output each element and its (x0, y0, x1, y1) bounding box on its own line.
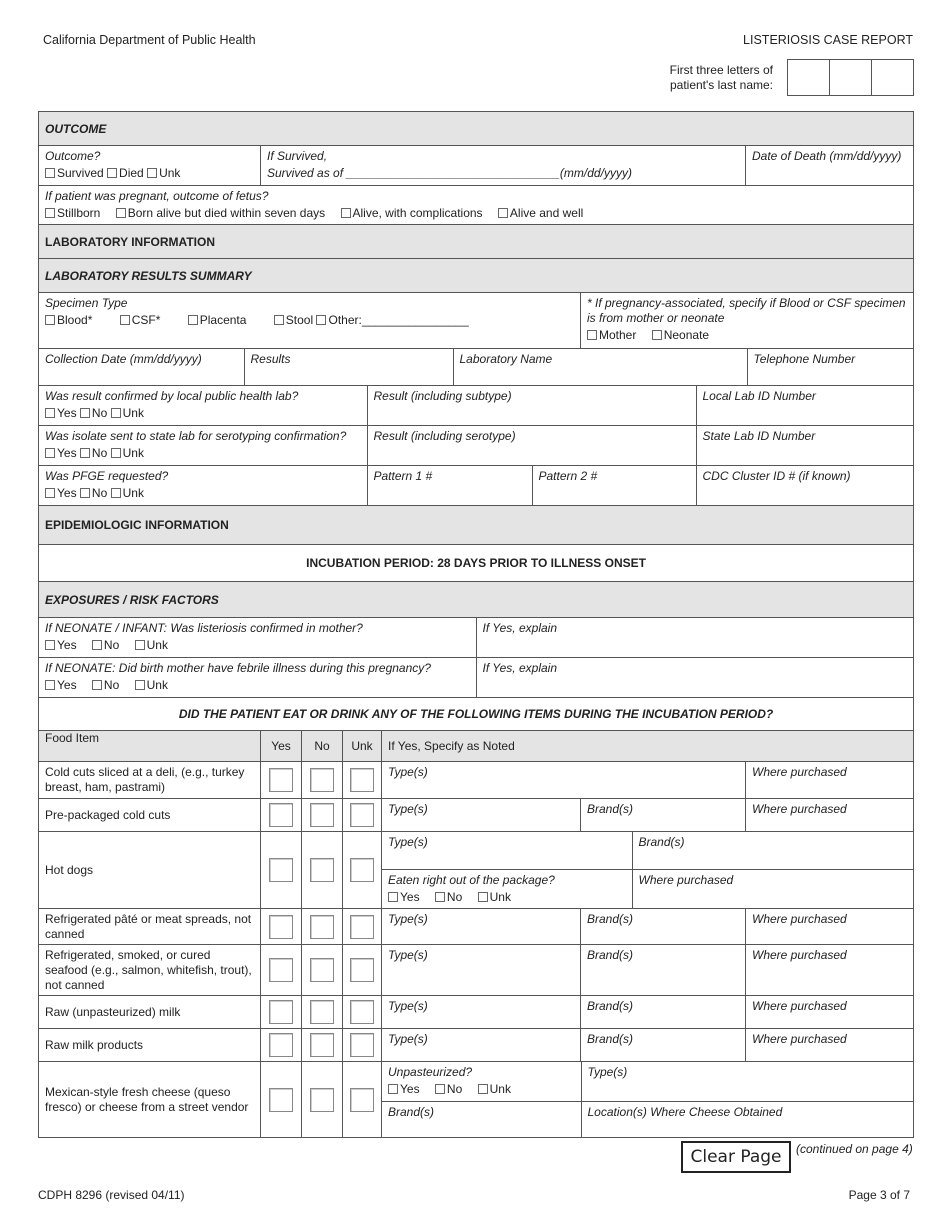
types-label: Type(s) (388, 1032, 428, 1046)
local-confirm-field (39, 386, 367, 425)
brands-field[interactable] (382, 1101, 581, 1137)
eaten-no-option: No (446, 889, 463, 904)
epi-section-title: EPIDEMIOLOGIC INFORMATION (39, 506, 914, 545)
alive-complications-option: Alive, with complications (352, 206, 483, 220)
col-yes: Yes (261, 731, 302, 762)
food-item-label: Pre-packaged cold cuts (39, 799, 261, 832)
incubation-period: INCUBATION PERIOD: 28 DAYS PRIOR TO ILLNESS ONSET (39, 545, 914, 582)
types-label: Type(s) (388, 912, 428, 926)
types-field[interactable] (382, 945, 581, 996)
neonate1-explain-field[interactable] (476, 618, 913, 657)
food-row (39, 996, 914, 1029)
fetus-outcome-field (39, 186, 914, 225)
collection-date-label: Collection Date (mm/dd/yyyy) (45, 352, 202, 366)
survived-as-of-label: Survived as of ________________________________(mm/dd/yyyy) (267, 166, 632, 180)
food-item-label: Refrigerated pâté or meat spreads, not canned (39, 909, 261, 945)
neonate-confirm-question: If NEONATE / INFANT: Was listeriosis confirmed in mother? (45, 621, 363, 635)
pfge-yes-checkbox[interactable] (45, 488, 55, 498)
survived-option: Survived (57, 166, 104, 180)
cheese-location-field[interactable] (581, 1101, 913, 1137)
page-number: Page 3 of 7 (848, 1188, 910, 1202)
unpast-no-checkbox[interactable] (435, 1084, 445, 1094)
placenta-option: Placenta (199, 313, 247, 327)
types-field[interactable] (382, 996, 581, 1029)
food-question: DID THE PATIENT EAT OR DRINK ANY OF THE FOLLOWING ITEMS DURING THE INCUBATION PERIOD? (39, 698, 914, 731)
outcome-label: Outcome? (45, 149, 101, 163)
unpast-unk-checkbox[interactable] (478, 1084, 488, 1094)
brands-label: Brand(s) (388, 1104, 435, 1119)
types-label: Type(s) (388, 802, 428, 816)
where-purchased-label: Where purchased (752, 999, 847, 1013)
outcome-section-title: OUTCOME (39, 112, 914, 146)
state-lab-id-label: State Lab ID Number (702, 429, 816, 443)
febrile-field (39, 658, 476, 697)
pattern2-field[interactable] (532, 466, 696, 505)
no-checkbox[interactable] (310, 803, 334, 827)
where-purchased-field[interactable] (746, 799, 914, 832)
csf-checkbox[interactable] (120, 315, 130, 325)
yes-checkbox[interactable] (269, 1000, 293, 1024)
alive-well-option: Alive and well (509, 206, 584, 220)
alive-well-checkbox[interactable] (498, 208, 508, 218)
pregnancy-specimen-field (581, 293, 914, 349)
unk-checkbox[interactable] (350, 915, 374, 939)
types-label: Type(s) (388, 948, 428, 962)
survived-as-of-field[interactable] (261, 146, 746, 186)
food-row (39, 945, 914, 996)
where-purchased-field[interactable] (746, 1029, 914, 1062)
brands-label: Brand(s) (587, 1032, 634, 1046)
results-label: Results (250, 352, 291, 366)
neonate-checkbox[interactable] (652, 330, 662, 340)
eaten-unk-option: Unk (489, 889, 511, 904)
food-item-label: Mexican-style fresh cheese (queso fresco) or cheese from a street vendor (39, 1062, 261, 1138)
types-label: Type(s) (587, 1065, 628, 1079)
telephone-label: Telephone Number (753, 352, 856, 366)
yes-checkbox[interactable] (269, 1088, 293, 1112)
neonate1-unk-checkbox[interactable] (135, 640, 145, 650)
stillborn-checkbox[interactable] (45, 208, 55, 218)
case-report-form (38, 111, 914, 1138)
col-unk: Unk (343, 731, 382, 762)
eaten-out-of-package-field (382, 869, 632, 908)
brands-label: Brand(s) (587, 912, 634, 926)
neonate1-yes-checkbox[interactable] (45, 640, 55, 650)
telephone-field[interactable] (747, 349, 913, 385)
pattern2-label: Pattern 2 # (538, 469, 598, 483)
other-specimen-option: Other:________________ (328, 313, 469, 327)
eaten-yes-option: Yes (400, 889, 420, 904)
neonate1-explain-label: If Yes, explain (482, 621, 557, 635)
local-unk-option: Unk (122, 406, 144, 420)
where-purchased-label: Where purchased (752, 948, 847, 962)
csf-option: CSF* (131, 313, 161, 327)
state-lab-id-field[interactable] (696, 426, 913, 465)
state-confirm-question: Was isolate sent to state lab for serotyping confirmation? (45, 429, 347, 443)
types-field[interactable] (382, 1029, 581, 1062)
state-unk-checkbox[interactable] (111, 448, 121, 458)
col-specify: If Yes, Specify as Noted (382, 731, 914, 762)
pattern1-field[interactable] (367, 466, 532, 505)
result-serotype-label: Result (including serotype) (373, 429, 516, 443)
local-confirm-question: Was result confirmed by local public health lab? (45, 389, 299, 403)
febrile-explain-field[interactable] (476, 658, 913, 697)
lab-summary-title: LABORATORY RESULTS SUMMARY (39, 259, 914, 293)
date-of-death-label: Date of Death (mm/dd/yyyy) (752, 149, 902, 163)
stool-option: Stool (285, 313, 314, 327)
pattern1-label: Pattern 1 # (373, 469, 433, 483)
form-id: CDPH 8296 (revised 04/11) (38, 1188, 185, 1202)
types-label: Type(s) (388, 999, 428, 1013)
pfge-unk-option: Unk (122, 486, 144, 500)
mother-option: Mother (599, 328, 637, 342)
where-purchased-label: Where purchased (752, 765, 847, 779)
no-checkbox[interactable] (310, 1033, 334, 1057)
if-survived-label: If Survived, (267, 149, 328, 163)
unk-checkbox[interactable] (350, 768, 374, 792)
where-purchased-label: Where purchased (752, 912, 847, 926)
febrile-question: If NEONATE: Did birth mother have febrile illness during this pregnancy? (45, 661, 431, 675)
yes-checkbox[interactable] (269, 768, 293, 792)
local-lab-row (39, 386, 914, 426)
no-checkbox[interactable] (310, 1088, 334, 1112)
food-item-label: Raw (unpasteurized) milk (39, 996, 261, 1029)
neonate1-no-option: No (103, 638, 120, 652)
state-yes-option: Yes (57, 446, 77, 460)
yes-checkbox[interactable] (269, 915, 293, 939)
brands-label: Brand(s) (638, 835, 685, 849)
hot-dog-details (382, 832, 914, 909)
where-purchased-field[interactable] (746, 762, 914, 799)
laboratory-name-field[interactable] (453, 349, 747, 385)
neonate-confirm-row (39, 618, 914, 658)
died-checkbox[interactable] (107, 168, 117, 178)
collection-row (39, 349, 914, 386)
specimen-type-label: Specimen Type (45, 296, 128, 310)
types-label: Type(s) (388, 835, 428, 849)
neonate1-unk-option: Unk (146, 638, 168, 652)
febrile-explain-label: If Yes, explain (482, 661, 557, 675)
local-no-checkbox[interactable] (80, 408, 90, 418)
stool-checkbox[interactable] (274, 315, 284, 325)
outcome-field (39, 146, 261, 186)
unk-checkbox[interactable] (350, 958, 374, 982)
letter-box-3[interactable] (872, 60, 913, 95)
types-field[interactable] (382, 799, 581, 832)
types-field[interactable] (382, 832, 632, 869)
febrile-unk-option: Unk (146, 678, 168, 692)
neonate-confirm-field (39, 618, 476, 657)
result-serotype-field[interactable] (367, 426, 696, 465)
state-confirm-field (39, 426, 367, 465)
col-food-item: Food Item (39, 731, 261, 762)
pfge-question: Was PFGE requested? (45, 469, 169, 483)
letter-box-1[interactable] (788, 60, 830, 95)
other-specimen-checkbox[interactable] (316, 315, 326, 325)
local-no-option: No (91, 406, 108, 420)
food-row (39, 799, 914, 832)
brands-field[interactable] (581, 909, 746, 945)
unpast-no-option: No (446, 1082, 463, 1096)
where-purchased-field[interactable] (746, 945, 914, 996)
state-yes-checkbox[interactable] (45, 448, 55, 458)
unpasteurized-question: Unpasteurized? (388, 1065, 473, 1079)
last-name-letter-boxes (787, 59, 914, 96)
no-checkbox[interactable] (310, 958, 334, 982)
report-title: LISTERIOSIS CASE REPORT (743, 33, 913, 47)
yes-checkbox[interactable] (269, 858, 293, 882)
brands-label: Brand(s) (587, 802, 634, 816)
local-yes-option: Yes (57, 406, 77, 420)
febrile-no-option: No (103, 678, 120, 692)
food-item-label: Refrigerated, smoked, or cured seafood (e.g., salmon, whitefish, trout), not canned (39, 945, 261, 996)
febrile-unk-checkbox[interactable] (135, 680, 145, 690)
date-of-death-field[interactable] (746, 146, 914, 186)
where-purchased-label: Where purchased (638, 872, 734, 887)
unk-checkbox[interactable] (350, 1088, 374, 1112)
born-alive-died-option: Born alive but died within seven days (127, 206, 326, 220)
pfge-field (39, 466, 367, 505)
types-label: Type(s) (388, 765, 428, 779)
state-no-option: No (91, 446, 108, 460)
unk-checkbox[interactable] (350, 858, 374, 882)
continued-note: (continued on page 4) (796, 1142, 913, 1156)
outcome-unk-option: Unk (159, 166, 181, 180)
brands-field[interactable] (581, 1029, 746, 1062)
unpasteurized-field (382, 1062, 581, 1101)
cdc-cluster-label: CDC Cluster ID # (if known) (702, 469, 851, 483)
no-checkbox[interactable] (310, 915, 334, 939)
fetus-outcome-label: If patient was pregnant, outcome of fetus? (45, 189, 269, 203)
febrile-yes-checkbox[interactable] (45, 680, 55, 690)
blood-option: Blood* (57, 313, 93, 327)
laboratory-name-label: Laboratory Name (459, 352, 553, 366)
unk-checkbox[interactable] (350, 1000, 374, 1024)
brands-label: Brand(s) (587, 999, 634, 1013)
food-row (39, 762, 914, 799)
no-checkbox[interactable] (310, 1000, 334, 1024)
letter-box-2[interactable] (830, 60, 872, 95)
unpast-unk-option: Unk (489, 1082, 511, 1096)
local-lab-id-field[interactable] (696, 386, 913, 425)
exposures-title: EXPOSURES / RISK FACTORS (39, 582, 914, 618)
name-prompt-line2: patient's last name: (669, 78, 773, 92)
collection-date-field[interactable] (39, 349, 244, 385)
brands-field[interactable] (632, 832, 913, 869)
febrile-row (39, 658, 914, 698)
agency-name: California Department of Public Health (43, 33, 256, 47)
where-purchased-field[interactable] (632, 869, 913, 908)
pfge-yes-option: Yes (57, 486, 77, 500)
no-checkbox[interactable] (310, 858, 334, 882)
eaten-no-checkbox[interactable] (435, 892, 445, 902)
types-field[interactable] (382, 909, 581, 945)
brands-field[interactable] (581, 799, 746, 832)
local-lab-id-label: Local Lab ID Number (702, 389, 816, 403)
food-item-label: Raw milk products (39, 1029, 261, 1062)
brands-label: Brand(s) (587, 948, 634, 962)
state-unk-option: Unk (122, 446, 144, 460)
name-prompt-line1: First three letters of (669, 63, 773, 77)
eaten-unk-checkbox[interactable] (478, 892, 488, 902)
cdc-cluster-field[interactable] (696, 466, 913, 505)
placenta-checkbox[interactable] (188, 315, 198, 325)
born-alive-died-checkbox[interactable] (116, 208, 126, 218)
name-prompt (640, 63, 773, 93)
pfge-no-option: No (91, 486, 108, 500)
stillborn-option: Stillborn (57, 206, 101, 220)
unk-checkbox[interactable] (350, 1033, 374, 1057)
yes-checkbox[interactable] (269, 803, 293, 827)
specimen-type-field (39, 293, 581, 349)
unk-checkbox[interactable] (350, 803, 374, 827)
local-unk-checkbox[interactable] (111, 408, 121, 418)
died-option: Died (119, 166, 144, 180)
eaten-out-of-package-question: Eaten right out of the package? (388, 872, 555, 887)
alive-complications-checkbox[interactable] (341, 208, 351, 218)
food-item-label: Cold cuts sliced at a deli, (e.g., turkey breast, ham, pastrami) (39, 762, 261, 799)
febrile-yes-option: Yes (57, 678, 77, 692)
col-no: No (302, 731, 343, 762)
lab-section-title: LABORATORY INFORMATION (39, 225, 914, 259)
where-purchased-label: Where purchased (752, 802, 847, 816)
food-row (39, 832, 914, 909)
mother-checkbox[interactable] (587, 330, 597, 340)
pfge-row (39, 466, 914, 506)
pfge-no-checkbox[interactable] (80, 488, 90, 498)
eaten-yes-checkbox[interactable] (388, 892, 398, 902)
pfge-unk-checkbox[interactable] (111, 488, 121, 498)
result-subtype-label: Result (including subtype) (373, 389, 512, 403)
food-row (39, 1062, 914, 1138)
unpast-yes-checkbox[interactable] (388, 1084, 398, 1094)
cheese-location-label: Location(s) Where Cheese Obtained (587, 1104, 783, 1119)
neonate1-yes-option: Yes (57, 638, 77, 652)
neonate1-no-checkbox[interactable] (92, 640, 102, 650)
yes-checkbox[interactable] (269, 958, 293, 982)
yes-checkbox[interactable] (269, 1033, 293, 1057)
clear-page-button[interactable]: Clear Page (681, 1141, 791, 1173)
outcome-unk-checkbox[interactable] (147, 168, 157, 178)
types-field[interactable] (382, 762, 746, 799)
no-checkbox[interactable] (310, 768, 334, 792)
febrile-no-checkbox[interactable] (92, 680, 102, 690)
pregnancy-note: * If pregnancy-associated, specify if Blood or CSF specimen is from mother or neonate (587, 296, 906, 325)
brands-field[interactable] (581, 996, 746, 1029)
results-field[interactable] (244, 349, 453, 385)
survived-checkbox[interactable] (45, 168, 55, 178)
where-purchased-field[interactable] (746, 909, 914, 945)
blood-checkbox[interactable] (45, 315, 55, 325)
food-row (39, 909, 914, 945)
result-subtype-field[interactable] (367, 386, 696, 425)
neonate-option: Neonate (663, 328, 710, 342)
food-row (39, 1029, 914, 1062)
local-yes-checkbox[interactable] (45, 408, 55, 418)
cheese-details (382, 1062, 914, 1138)
where-purchased-label: Where purchased (752, 1032, 847, 1046)
unpast-yes-option: Yes (400, 1082, 420, 1096)
brands-field[interactable] (581, 945, 746, 996)
state-no-checkbox[interactable] (80, 448, 90, 458)
state-lab-row (39, 426, 914, 466)
where-purchased-field[interactable] (746, 996, 914, 1029)
types-field[interactable] (581, 1062, 913, 1101)
food-item-label: Hot dogs (39, 832, 261, 909)
